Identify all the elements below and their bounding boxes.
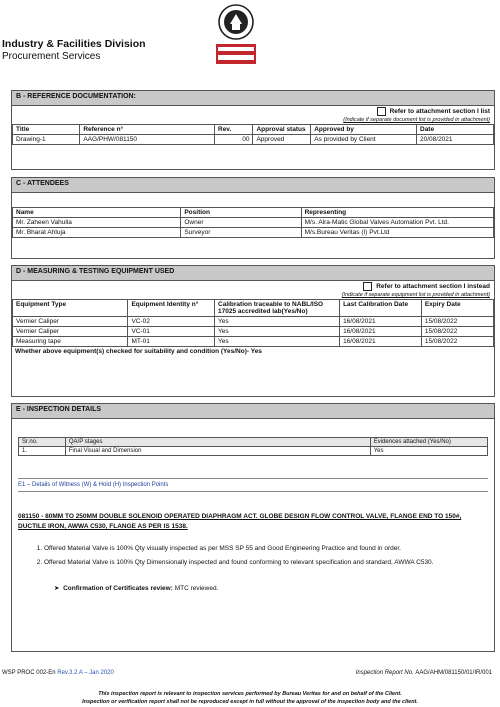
attendees-table — [12, 207, 494, 238]
qap-table — [18, 437, 488, 456]
section-measuring-equipment — [11, 265, 495, 397]
table-header-row — [19, 438, 488, 447]
list-item: 2. Offered Material Valve is 100% Qty Dimensionally inspected and found conforming to relevant specification and standard, AWWA C530. — [44, 558, 488, 568]
table-cell: Mr. Bharat Ahluja — [13, 228, 181, 238]
table-cell: Owner — [181, 218, 301, 228]
section-reference-documentation — [11, 90, 495, 170]
division-title: Industry & Facilities Division — [2, 38, 146, 50]
col-header: Expiry Date — [421, 300, 493, 317]
section-d-title: D - MEASURING & TESTING EQUIPMENT USED — [12, 266, 494, 281]
table-header-row — [13, 125, 494, 135]
table-cell: 16/08/2021 — [340, 337, 422, 347]
table-cell: 15/08/2022 — [421, 327, 493, 337]
table-row — [13, 337, 494, 347]
table-row — [13, 228, 494, 238]
table-cell: Measuring tape — [13, 337, 128, 347]
col-header: Approval status — [253, 125, 311, 135]
table-cell: Yes — [215, 327, 340, 337]
report-number — [356, 670, 492, 676]
table-row — [19, 447, 488, 456]
table-cell: Drawing-1 — [13, 135, 80, 145]
table-cell: 1. — [19, 447, 66, 456]
col-header: QA/P stages — [65, 438, 370, 447]
table-row — [13, 218, 494, 228]
table-header-row — [13, 208, 494, 218]
section-d-refer-note: Refer to attachment section I instead — [376, 283, 490, 291]
table-cell: Yes — [370, 447, 487, 456]
inspection-findings-list — [12, 544, 494, 568]
report-number-label: Inspection Report No. — [355, 670, 414, 676]
table-cell: Final Visual and Dimension — [65, 447, 370, 456]
col-header: Rev. — [215, 125, 253, 135]
certificates-review-label: Confirmation of Certificates review: — [63, 585, 173, 592]
col-header: Title — [13, 125, 80, 135]
table-cell: Yes — [215, 337, 340, 347]
col-header: Sr.no. — [19, 438, 66, 447]
col-header: Position — [181, 208, 301, 218]
table-cell: Surveyor — [181, 228, 301, 238]
section-b-indicate-note: (Indicate if separate document list is provided in attachment) — [343, 117, 490, 123]
table-cell: Vernier Caliper — [13, 317, 128, 327]
section-e-title: E - INSPECTION DETAILS — [12, 404, 494, 419]
table-row — [13, 317, 494, 327]
certificates-review-value: MTC reviewed. — [174, 585, 219, 592]
table-header-row — [13, 300, 494, 317]
qap-table-wrapper — [18, 437, 488, 456]
col-header: Equipment Type — [13, 300, 128, 317]
item-description-heading: 081150 - 80MM TO 250MM DOUBLE SOLENOID OPERATED DIAPHRAGM ACT. GLOBE DESIGN FLOW CONTROL VALVE, FLANGE END TO 150#, DUCTILE IRON, AWWA C530, FLANGE AS PER IS 1538. — [18, 513, 462, 530]
department-title: Procurement Services — [2, 51, 101, 62]
table-row — [13, 135, 494, 145]
col-header: Equipment Identity n° — [128, 300, 215, 317]
refer-attachment-checkbox[interactable] — [363, 282, 372, 291]
table-cell: Mr. Zaheen Vahulla — [13, 218, 181, 228]
arrow-bullet-icon: ➤ — [54, 585, 64, 592]
bureau-veritas-logo — [212, 0, 260, 70]
table-cell: 15/08/2022 — [421, 337, 493, 347]
equipment-table — [12, 299, 494, 347]
section-c-title: C - ATTENDEES — [12, 178, 494, 193]
table-cell: Yes — [215, 317, 340, 327]
section-attendees — [11, 177, 495, 259]
table-cell: MT-01 — [128, 337, 215, 347]
form-code-text: WSP PROC 002-En — [2, 670, 56, 676]
col-header: Evidences attached (Yes/No) — [370, 438, 487, 447]
table-cell: 15/08/2022 — [421, 317, 493, 327]
table-cell: 00 — [215, 135, 253, 145]
disclaimer — [0, 690, 500, 706]
table-cell: As provided by Client — [311, 135, 417, 145]
table-cell: VC-01 — [128, 327, 215, 337]
form-code — [2, 670, 114, 676]
table-cell: Vernier Caliper — [13, 327, 128, 337]
section-d-indicate-note: (Indicate if separate equipment list is provided in attachment) — [341, 292, 490, 298]
reference-table — [12, 124, 494, 145]
table-cell: VC-02 — [128, 317, 215, 327]
disclaimer-line-2: Inspection or verification report shall not be reproduced except in full without the approval of the inspection body and the client. — [82, 699, 418, 705]
refer-attachment-checkbox[interactable] — [377, 107, 386, 116]
col-header: Calibration traceable to NABL/ISO 17025 accredited lab(Yes/No) — [215, 300, 340, 317]
table-cell: 16/08/2021 — [340, 317, 422, 327]
certificates-review-line — [54, 584, 494, 592]
col-header: Name — [13, 208, 181, 218]
spacer — [12, 193, 494, 207]
table-cell: M/s.Bureau Veritas (I) Pvt.Ltd — [301, 228, 493, 238]
section-b-title: B - REFERENCE DOCUMENTATION: — [12, 91, 494, 106]
col-header: Date — [417, 125, 494, 135]
section-b-refer-line — [12, 106, 494, 116]
table-cell: 16/08/2021 — [340, 327, 422, 337]
col-header: Approved by — [311, 125, 417, 135]
e1-witness-hold-heading: E1 – Details of Witness (W) & Hold (H) Inspection Points — [18, 478, 488, 492]
table-cell: AAG/PHW/081150 — [80, 135, 215, 145]
col-header: Representing — [301, 208, 493, 218]
section-d-refer-line — [12, 281, 494, 291]
col-header: Last Calibration Date — [340, 300, 422, 317]
table-cell: M/s. Alra-Matic Global Valves Automation Pvt. Ltd. — [301, 218, 493, 228]
disclaimer-line-1: This inspection report is relevant to inspection services performed by Bureau Veritas for and on behalf of the Client. — [98, 691, 402, 697]
equipment-suitability-statement: Whether above equipment(s) checked for suitability and condition (Yes/No)- Yes — [15, 348, 262, 355]
list-item: 1. Offered Material Valve is 100% Qty visually inspected as per MSS SP 55 and Good Engineering Practice and found in order. — [44, 544, 488, 554]
section-b-refer-note: Refer to attachment section I list — [389, 108, 490, 116]
report-number-value: AAG/AHM/081150/01/IR/001 — [415, 670, 492, 676]
section-inspection-details — [11, 403, 495, 652]
table-cell: Approved — [253, 135, 311, 145]
table-cell: 20/08/2021 — [417, 135, 494, 145]
table-row — [13, 327, 494, 337]
form-revision: Rev.3.2 A – Jan 2020 — [57, 670, 114, 676]
col-header: Reference n° — [80, 125, 215, 135]
